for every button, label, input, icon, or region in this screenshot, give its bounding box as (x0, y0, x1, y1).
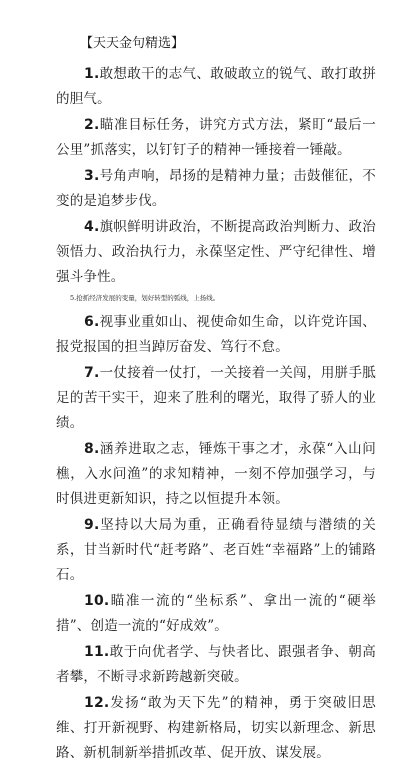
quote-number: 12. (84, 695, 110, 711)
quote-item (56, 361, 376, 436)
quote-text: 坚持以大局为重，正确看待显绩与潜绩的关系，甘当新时代“赶考路”、老百姓“幸福路”上的铺路石。 (56, 517, 376, 583)
quote-item (56, 310, 376, 360)
quote-item (56, 589, 376, 639)
quote-number: 11. (84, 644, 110, 660)
quote-item (56, 513, 376, 588)
quote-number: 4. (84, 219, 100, 235)
quote-text: 旗帜鲜明讲政治，不断提高政治判断力、政治领悟力、政治执行力，永葆坚定性、严守纪律性、增强斗争性。 (56, 219, 376, 285)
quote-number: 2. (84, 117, 100, 133)
quote-item (56, 215, 376, 290)
quote-text: 号角声响，昂扬的是精神力量；击鼓催征，不变的是追梦步伐。 (56, 168, 376, 209)
quote-text: 涵养进取之志，锤炼干事之才，永葆“入山问樵，入水问渔”的求知精神，一刻不停加强学习，与时俱进更新知识，持之以恒提升本领。 (56, 441, 376, 507)
quote-number: 9. (84, 517, 100, 533)
quote-number: 3. (84, 168, 100, 184)
quote-item (56, 113, 376, 163)
quote-text: 敢想敢干的志气、敢破敢立的锐气、敢打敢拼的胆气。 (56, 66, 376, 107)
quote-text: 瞄准目标任务，讲究方式方法，紧盯“最后一公里”抓落实，以钉钉子的精神一锤接着一锤敲。 (56, 117, 376, 158)
quote-number: 10. (84, 593, 110, 609)
quote-item (56, 640, 376, 690)
quote-number: 1. (84, 66, 100, 82)
quote-text: 视事业重如山、视使命如生命，以许党许国、报党报国的担当踔厉奋发、笃行不怠。 (56, 314, 376, 355)
quote-item (56, 691, 376, 766)
document-title: 【天天金句精选】 (80, 36, 185, 51)
quote-number: 7. (84, 365, 100, 381)
quote-item (56, 437, 376, 512)
quote-text: 一仗接着一仗打，一关接着一关闯，用胼手胝足的苦干实干，迎来了胜利的曙光，取得了骄人的业绩。 (56, 365, 376, 431)
quote-item (56, 62, 376, 112)
quote-text: 敢于向优者学、与快者比、跟强者争、朝高者攀，不断寻求新跨越新突破。 (56, 644, 376, 685)
quote-item-small: 5.抢抓经济发展的变量，划好转型的弧线，上扬线。 (70, 294, 220, 302)
quote-number: 6. (84, 314, 100, 330)
quote-text: 发扬“敢为天下先”的精神，勇于突破旧思维、打开新视野、构建新格局，切实以新理念、新思路、新机制新举措抓改革、促开放、谋发展。 (56, 695, 376, 761)
quote-text: 瞄准一流的“坐标系”、拿出一流的“硬举措”、创造一流的“好成效”。 (56, 593, 376, 634)
quote-number: 8. (84, 441, 100, 457)
quote-item (56, 164, 376, 214)
